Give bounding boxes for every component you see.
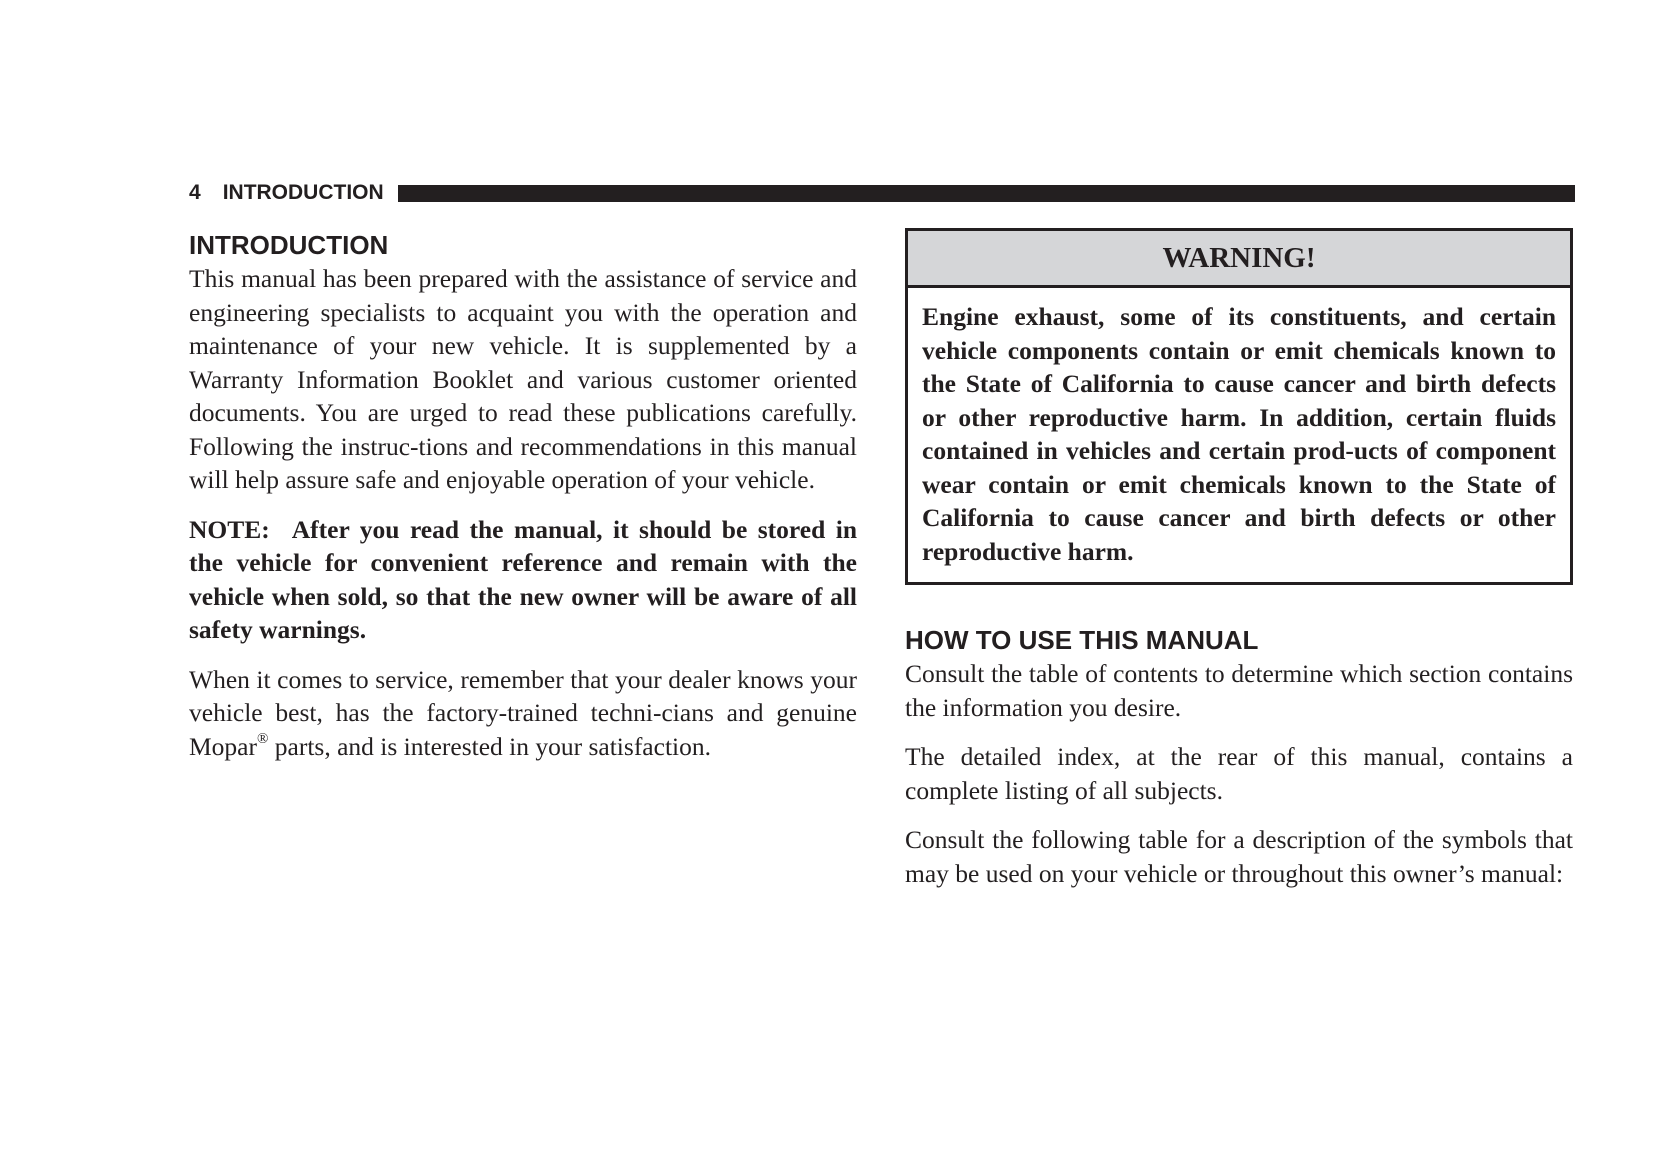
warning-box [905, 228, 1573, 585]
symbols-paragraph: Consult the following table for a description of the symbols that may be used on your vehicle or throughout this owner’s manual: [905, 825, 1573, 888]
service-paragraph [189, 663, 857, 764]
header-rule [398, 185, 1575, 202]
warning-title: WARNING! [908, 231, 1570, 288]
page-number: 4 [189, 181, 201, 204]
introduction-heading: INTRODUCTION [189, 230, 389, 260]
note-text: After you read the manual, it should be stored in the vehicle for convenient reference and remain with the vehicle when sold, so that the new owner will be aware of all safety warnings. [189, 514, 857, 644]
note-label: NOTE: [189, 514, 270, 544]
right-column [905, 228, 1573, 906]
how-to-use-heading: HOW TO USE THIS MANUAL [905, 625, 1259, 655]
note-paragraph [189, 513, 857, 647]
introduction-paragraph: This manual has been prepared with the assistance of service and engineering specialists to acquaint you with the operation and maintenance of your new vehicle. It is supplemented by a Warranty Information Booklet and various customer oriented documents. You are urged to read these publications carefully. Following the instruc-tions and recommendations in this manual will help assure safe and enjoyable operation of your vehicle. [189, 264, 857, 494]
registered-mark: ® [256, 730, 269, 747]
left-column [189, 228, 857, 779]
index-paragraph: The detailed index, at the rear of this manual, contains a complete listing of all subjects. [905, 742, 1573, 805]
table-of-contents-paragraph: Consult the table of contents to determine which section contains the information you desire. [905, 659, 1573, 722]
service-text-start: When it comes to service, remember that your dealer knows your vehicle best, has the factory-trained techni-cians and genuine Mopar [189, 664, 857, 761]
running-header [189, 180, 1575, 206]
running-header-title: INTRODUCTION [222, 181, 384, 204]
service-text-end: parts, and is interested in your satisfaction. [268, 731, 711, 761]
warning-text: Engine exhaust, some of its constituents, and certain vehicle components contain or emit chemicals known to the State of California to cause cancer and birth defects or other reproductive harm. In addition, certain fluids contained in vehicles and certain prod-ucts of component wear contain or emit chemicals known to the State of California to cause cancer and birth defects or other reproductive harm. [922, 302, 1556, 566]
